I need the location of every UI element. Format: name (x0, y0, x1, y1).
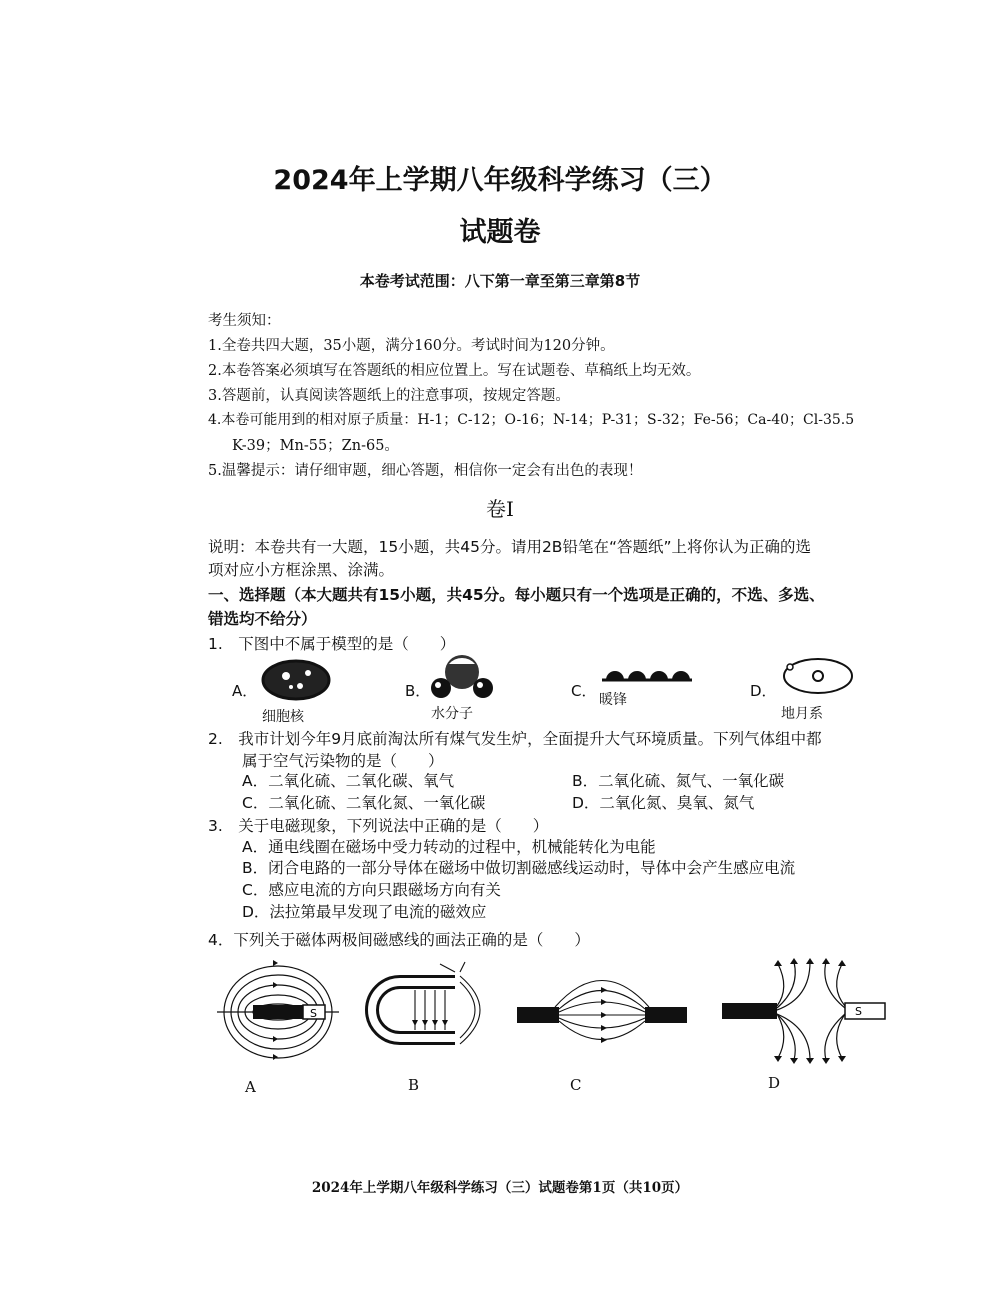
notice-heading: 考生须知： (208, 313, 281, 329)
q1-option-letter: C． (571, 682, 597, 700)
field-diagram-d (720, 958, 895, 1068)
q4-label-c: C (570, 1076, 582, 1094)
field-diagram-b (360, 962, 500, 1062)
q4-label-a: A (245, 1078, 256, 1096)
part-heading: 一、选择题（本大题共有15小题，共45分。每小题只有一个选项是正确的，不选、多选、 (208, 586, 825, 604)
part-heading: 错选均不给分） (208, 610, 317, 628)
exam-scope: 本卷考试范围：八下第一章至第三章第8节 (359, 272, 641, 290)
pole-label: S (855, 1005, 862, 1018)
q2-option-d: D．二氧化氮、臭氧、氮气 (572, 794, 755, 812)
q3-option-b: B．闭合电路的一部分导体在磁场中做切割磁感线运动时，导体中会产生感应电流 (242, 859, 796, 877)
earth-moon-system-icon (780, 656, 856, 696)
notice-item: 1.全卷共四大题，35小题，满分160分。考试时间为120分钟。 (208, 338, 615, 354)
q3-stem: 3. 关于电磁现象，下列说法中正确的是（ ） (208, 817, 549, 835)
warm-front-icon (598, 662, 698, 686)
section-desc: 项对应小方框涂黑、涂满。 (208, 561, 395, 579)
field-diagram-c (515, 962, 690, 1062)
page-footer: 2024年上学期八年级科学练习（三）试题卷第1页（共10页） (311, 1180, 689, 1196)
q1-caption: 细胞核 (262, 709, 304, 725)
notice-item: 5.温馨提示：请仔细审题，细心答题，相信你一定会有出色的表现！ (208, 463, 643, 479)
page-title: 2024年上学期八年级科学练习（三） (273, 165, 727, 196)
q2-option-b: B．二氧化硫、氮气、一氧化碳 (572, 772, 785, 790)
notice-item: 2.本卷答案必须填写在答题纸的相应位置上。写在试题卷、草稿纸上均无效。 (208, 363, 701, 379)
q3-option-c: C．感应电流的方向只跟磁场方向有关 (242, 881, 501, 899)
section-title: 卷Ⅰ (486, 497, 514, 521)
notice-item: 3.答题前，认真阅读答题纸上的注意事项，按规定答题。 (208, 388, 570, 404)
field-diagram-a (215, 960, 345, 1060)
q1-caption: 水分子 (431, 706, 473, 722)
q1-option-letter: D． (750, 682, 777, 700)
section-desc: 说明：本卷共有一大题，15小题，共45分。请用2B铅笔在“答题纸”上将你认为正确的选 (208, 538, 812, 556)
q2-option-c: C．二氧化硫、二氧化氮、一氧化碳 (242, 794, 486, 812)
q2-stem: 属于空气污染物的是（ ） (242, 752, 444, 770)
q1-caption: 地月系 (781, 706, 823, 722)
q4-label-b: B (408, 1076, 420, 1094)
q4-label-d: D (768, 1074, 781, 1092)
q3-option-a: A．通电线圈在磁场中受力转动的过程中，机械能转化为电能 (242, 838, 656, 856)
pole-label: S (310, 1007, 317, 1020)
water-molecule-icon (427, 650, 497, 700)
notice-item: K-39；Mn-55；Zn-65。 (232, 438, 399, 454)
q1-option-letter: A． (232, 682, 258, 700)
notice-item: 4.本卷可能用到的相对原子质量：H-1；C-12；O-16；N-14；P-31；S-32；Fe-56；Ca-40；Cl-35.5 (208, 412, 855, 428)
q1-option-letter: B． (405, 682, 431, 700)
page-subtitle: 试题卷 (459, 217, 541, 248)
q3-option-d: D．法拉第最早发现了电流的磁效应 (242, 903, 487, 921)
cell-nucleus-icon (258, 656, 338, 704)
q4-stem: 4．下列关于磁体两极间磁感线的画法正确的是（ ） (208, 931, 590, 949)
q1-stem: 1. 下图中不属于模型的是（ ） (208, 635, 456, 653)
q1-caption: 暖锋 (599, 692, 627, 708)
q2-stem: 2. 我市计划今年9月底前淘汰所有煤气发生炉，全面提升大气环境质量。下列气体组中都 (208, 730, 822, 748)
q2-option-a: A．二氧化硫、二氧化碳、氧气 (242, 772, 455, 790)
